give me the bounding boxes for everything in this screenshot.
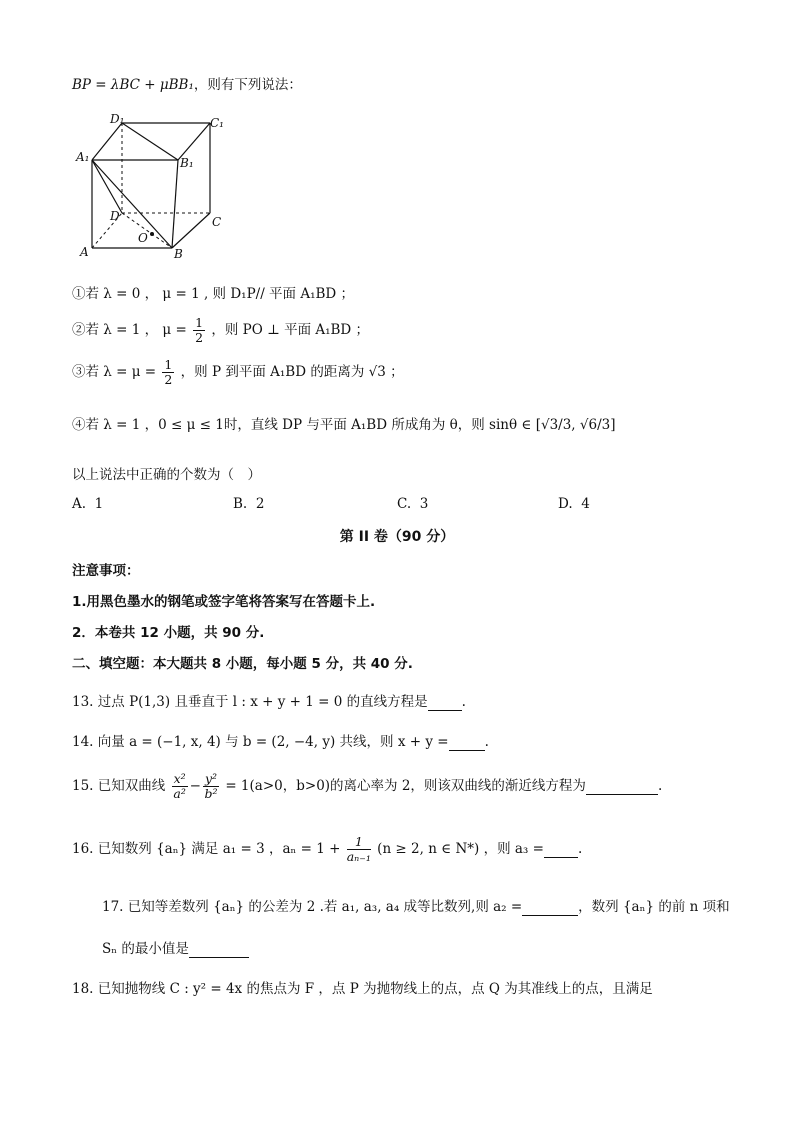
vector-equation: BP = λBC + μBB₁ [72,77,194,93]
edge-d1-b1 [122,123,178,160]
question-tail: 以上说法中正确的个数为（ ） [72,467,261,483]
option-a[interactable] [72,496,103,512]
question-16-post: (n ≥ 2, n ∈ N*) ，则 a₃ = [377,841,544,857]
fraction-denominator: 2 [195,330,204,345]
question-14-num: 14. [72,734,94,750]
answer-blank-17a[interactable] [522,899,578,916]
fraction-x2-a2 [172,772,188,801]
notes-title: 注意事项： [72,563,140,579]
label-d: D [110,209,120,223]
question-15-pre: 已知双曲线 [97,778,166,794]
question-15-tail: . [657,778,663,794]
option-d[interactable] [558,496,590,512]
answer-blank-16[interactable] [544,841,578,858]
label-a1: A₁ [76,150,90,164]
option-a-label: A. [72,496,87,512]
statement-2-fraction [193,316,205,345]
statement-3-fraction [162,358,174,387]
edge-b-b1 [172,160,178,248]
question-16-pre: 已知数列 {aₙ} 满足 a₁ = 3 ，aₙ = 1 + [97,841,341,857]
question-17-num: 17. [102,899,124,915]
option-d-value: 4 [581,496,590,512]
edge-a1-b [92,160,172,248]
question-17-line2 [102,937,249,958]
statement-1-num: ① [72,286,86,302]
fraction-y2-b2 [203,772,219,801]
statement-1-text: 若 λ = 0 ， μ = 1 , 则 D₁P// 平面 A₁BD ； [85,286,355,302]
note-2: 2．本卷共 12 小题，共 90 分. [72,625,265,641]
question-15-num: 15. [72,778,94,794]
fraction-numerator: 1 [195,315,204,330]
question-14-tail: . [484,734,489,750]
fraction-numerator: x² [173,771,186,786]
fraction-numerator: 1 [164,357,173,372]
vector-equation-line [72,73,302,93]
statement-2-post: ，则 PO ⊥ 平面 A₁BD ； [211,322,370,338]
option-c-label: C. [397,496,412,512]
question-15-post: = 1(a>0，b>0)的离心率为 2，则该双曲线的渐近线方程为 [225,778,586,794]
statement-2 [72,316,369,345]
label-c: C [212,215,222,229]
answer-blank-17b[interactable] [189,941,249,958]
fraction-numerator: y² [204,771,218,786]
edge-b-c [172,213,210,248]
statement-4-interval: [√3/3, √6/3] [535,417,616,433]
question-18-num: 18. [72,981,94,997]
point-o [150,232,154,236]
note-1: 1.用黑色墨水的钢笔或签字笔将答案写在答题卡上. [72,594,376,610]
option-b[interactable] [233,496,264,512]
statement-2-pre: 若 λ = 1 ， μ = [85,322,192,338]
label-b: B [174,247,183,261]
question-16-num: 16. [72,841,94,857]
question-13-tail: . [461,694,466,710]
fraction-denominator: b² [204,786,218,801]
statement-4-num: ④ [72,417,86,433]
question-17 [102,895,730,916]
question-13-text: 过点 P(1,3) 且垂直于 l : x + y + 1 = 0 的直线方程是 [97,694,428,710]
question-17-line2-text: Sₙ 的最小值是 [102,941,189,957]
section-title: 第 II 卷（90 分） [339,529,455,545]
question-14 [72,730,489,751]
question-17-text: 已知等差数列 {aₙ} 的公差为 2 .若 a₁, a₃, a₄ 成等比数列,则 a₂ = [127,899,523,915]
question-18-text: 已知抛物线 C : y² = 4x 的焦点为 F ，点 P 为抛物线上的点，点 Q 为其准线上的点，且满足 [97,981,653,997]
fraction-denominator: a² [173,786,186,801]
answer-blank-15[interactable] [586,778,658,795]
fraction-recurrence [347,835,371,864]
option-b-label: B. [233,496,248,512]
statement-4-pre: 若 λ = 1 ，0 ≤ μ ≤ 1时，直线 DP 与平面 A₁BD 所成角为 θ，则 sinθ ∈ [85,417,536,433]
option-d-label: D. [558,496,573,512]
statement-3 [72,358,404,387]
question-16-tail: . [577,841,583,857]
option-a-value: 1 [94,496,104,512]
edge-a1-d1 [92,123,122,160]
fraction-denominator: 2 [164,372,173,387]
statement-3-pre: 若 λ = μ = [85,364,161,380]
question-16 [72,835,582,864]
statement-3-post: ，则 P 到平面 A₁BD 的距离为 √3 ； [180,364,404,380]
question-14-text: 向量 a = (−1, x, 4) 与 b = (2, −4, y) 共线，则 x + y = [97,734,449,750]
statement-2-num: ② [72,322,86,338]
option-c-value: 3 [419,496,429,512]
label-b1: B₁ [180,156,194,170]
statement-3-num: ③ [72,364,86,380]
vector-equation-suffix: ，则有下列说法： [193,77,302,93]
part-2-heading: 二、填空题：本大题共 8 小题，每小题 5 分，共 40 分. [72,656,413,672]
label-o: O [138,231,148,245]
cube-figure [70,108,240,263]
answer-blank-13[interactable] [428,694,462,711]
question-17-mid: ，数列 {aₙ} 的前 n 项和 [578,899,730,915]
answer-blank-14[interactable] [449,734,485,751]
label-d1: D₁ [110,112,125,126]
fraction-denominator: aₙ₋₁ [346,849,371,864]
question-15: 15. 已知双曲线 $\frac{\text{x²}}{\text{a²}}$ − $\frac{\text{y²}}{\text{b²}}$ = 1(a>0，b>0)的离心率为 2，则该双曲线的渐近线方程为 . [72,771,663,801]
question-13-num: 13. [72,694,94,710]
fraction-numerator: 1 [347,835,371,850]
option-c[interactable] [397,496,428,512]
question-18 [72,977,653,997]
edge-c1-b1 [178,123,210,160]
label-a: A [80,245,89,259]
statement-4 [72,413,615,433]
question-13 [72,690,466,711]
option-b-value: 2 [255,496,265,512]
edge-a1-d [92,160,122,213]
label-c1: C₁ [210,116,224,130]
statement-1 [72,282,354,302]
